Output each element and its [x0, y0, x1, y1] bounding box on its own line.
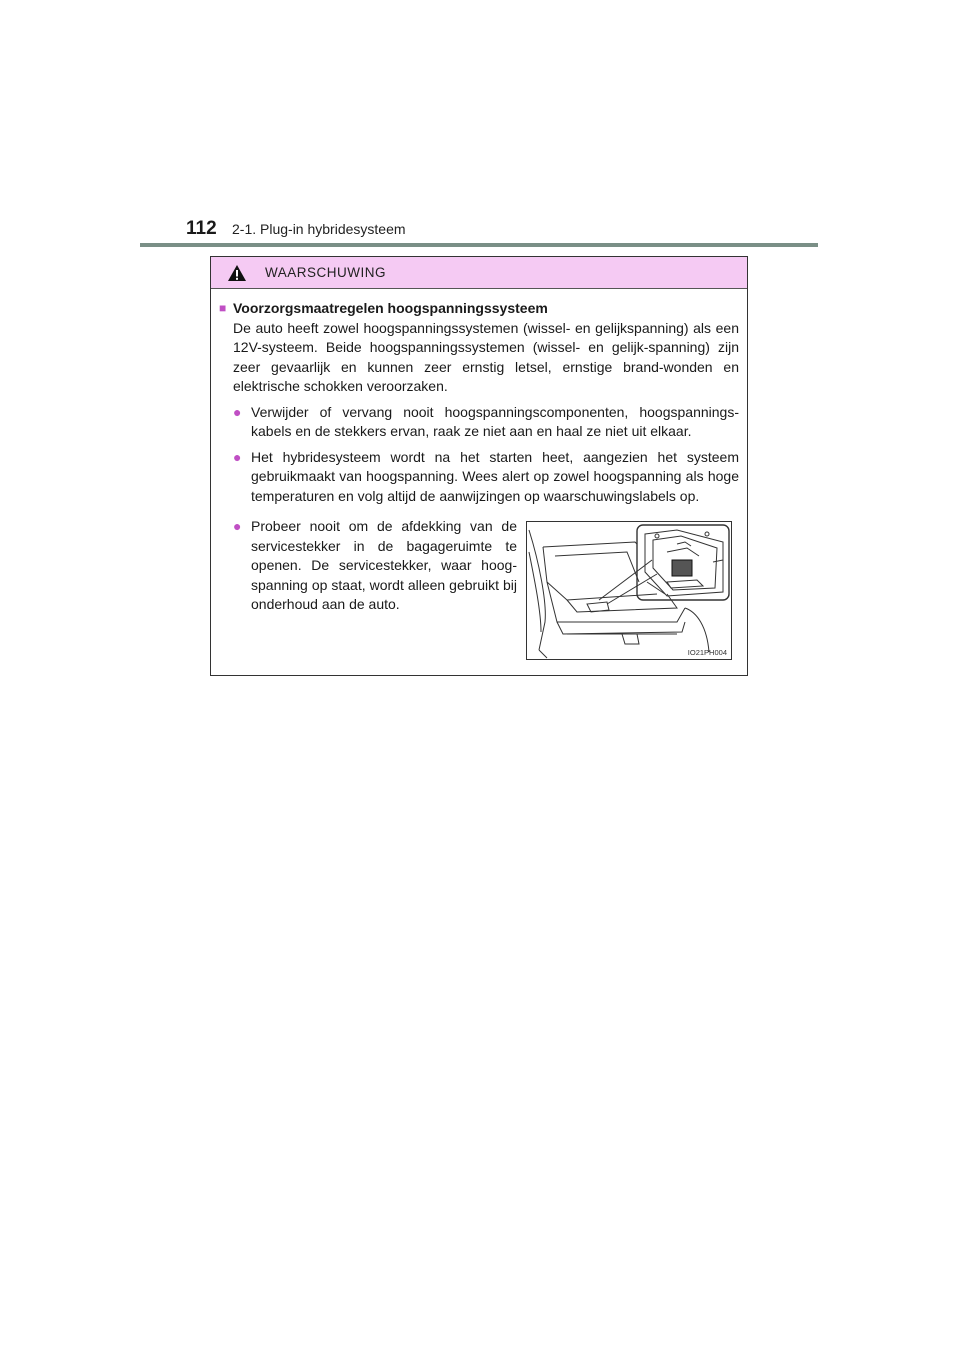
square-bullet-icon: ■ — [219, 301, 227, 315]
heading-text: Voorzorgsmaatregelen hoogspanningssysteem — [233, 300, 548, 316]
page-header — [186, 218, 406, 242]
page-number: 112 — [186, 218, 217, 239]
warning-triangle-icon — [227, 264, 247, 282]
intro-paragraph: De auto heeft zowel hoogspanningssystemen (wissel- en gelijkspanning) als een 12V-systeem. Beide hoogspanningssystemen (wissel- en gelijk-spanning) zijn zeer gevaarlijk en kunnen zeer ernstig letsel, ernstige brand-wonden en elektrische schokken veroorzaken. — [233, 319, 739, 394]
figure-code: IO21PH004 — [687, 648, 727, 657]
round-bullet-icon: ● — [233, 403, 242, 420]
round-bullet-icon: ● — [233, 448, 242, 465]
list-item-text: Probeer nooit om de afdekking van de servicestekker in de bagageruimte te openen. De servicestekker, waar hoog-spanning op staat, wordt alleen gebruikt bij onderhoud aan de auto. — [251, 518, 517, 612]
list-item — [219, 517, 517, 615]
list-item — [233, 448, 739, 507]
warning-title: WAARSCHUWING — [265, 265, 386, 280]
header-rule — [140, 243, 818, 247]
list-item-text: Verwijder of vervang nooit hoogspanningscomponenten, hoogspannings-kabels en de stekkers ervan, raak ze niet aan en haal ze niet uit elkaar. — [251, 403, 739, 439]
warning-heading — [219, 299, 739, 319]
round-bullet-icon: ● — [233, 518, 242, 534]
list-item — [233, 403, 739, 442]
section-title: 2-1. Plug-in hybridesysteem — [232, 221, 406, 237]
warning-header — [211, 257, 747, 289]
trunk-illustration — [526, 521, 732, 660]
trunk-drawing — [527, 522, 731, 659]
list-item-text: Het hybridesysteem wordt na het starten heet, aangezien het systeem gebruikmaakt van hoogspanning. Wees alert op zowel hoogspanning als hoge temperaturen en volg altijd de aanwijzingen op waarschuwingslabels op. — [251, 448, 739, 504]
warning-content — [219, 299, 739, 506]
warning-box — [210, 256, 748, 676]
